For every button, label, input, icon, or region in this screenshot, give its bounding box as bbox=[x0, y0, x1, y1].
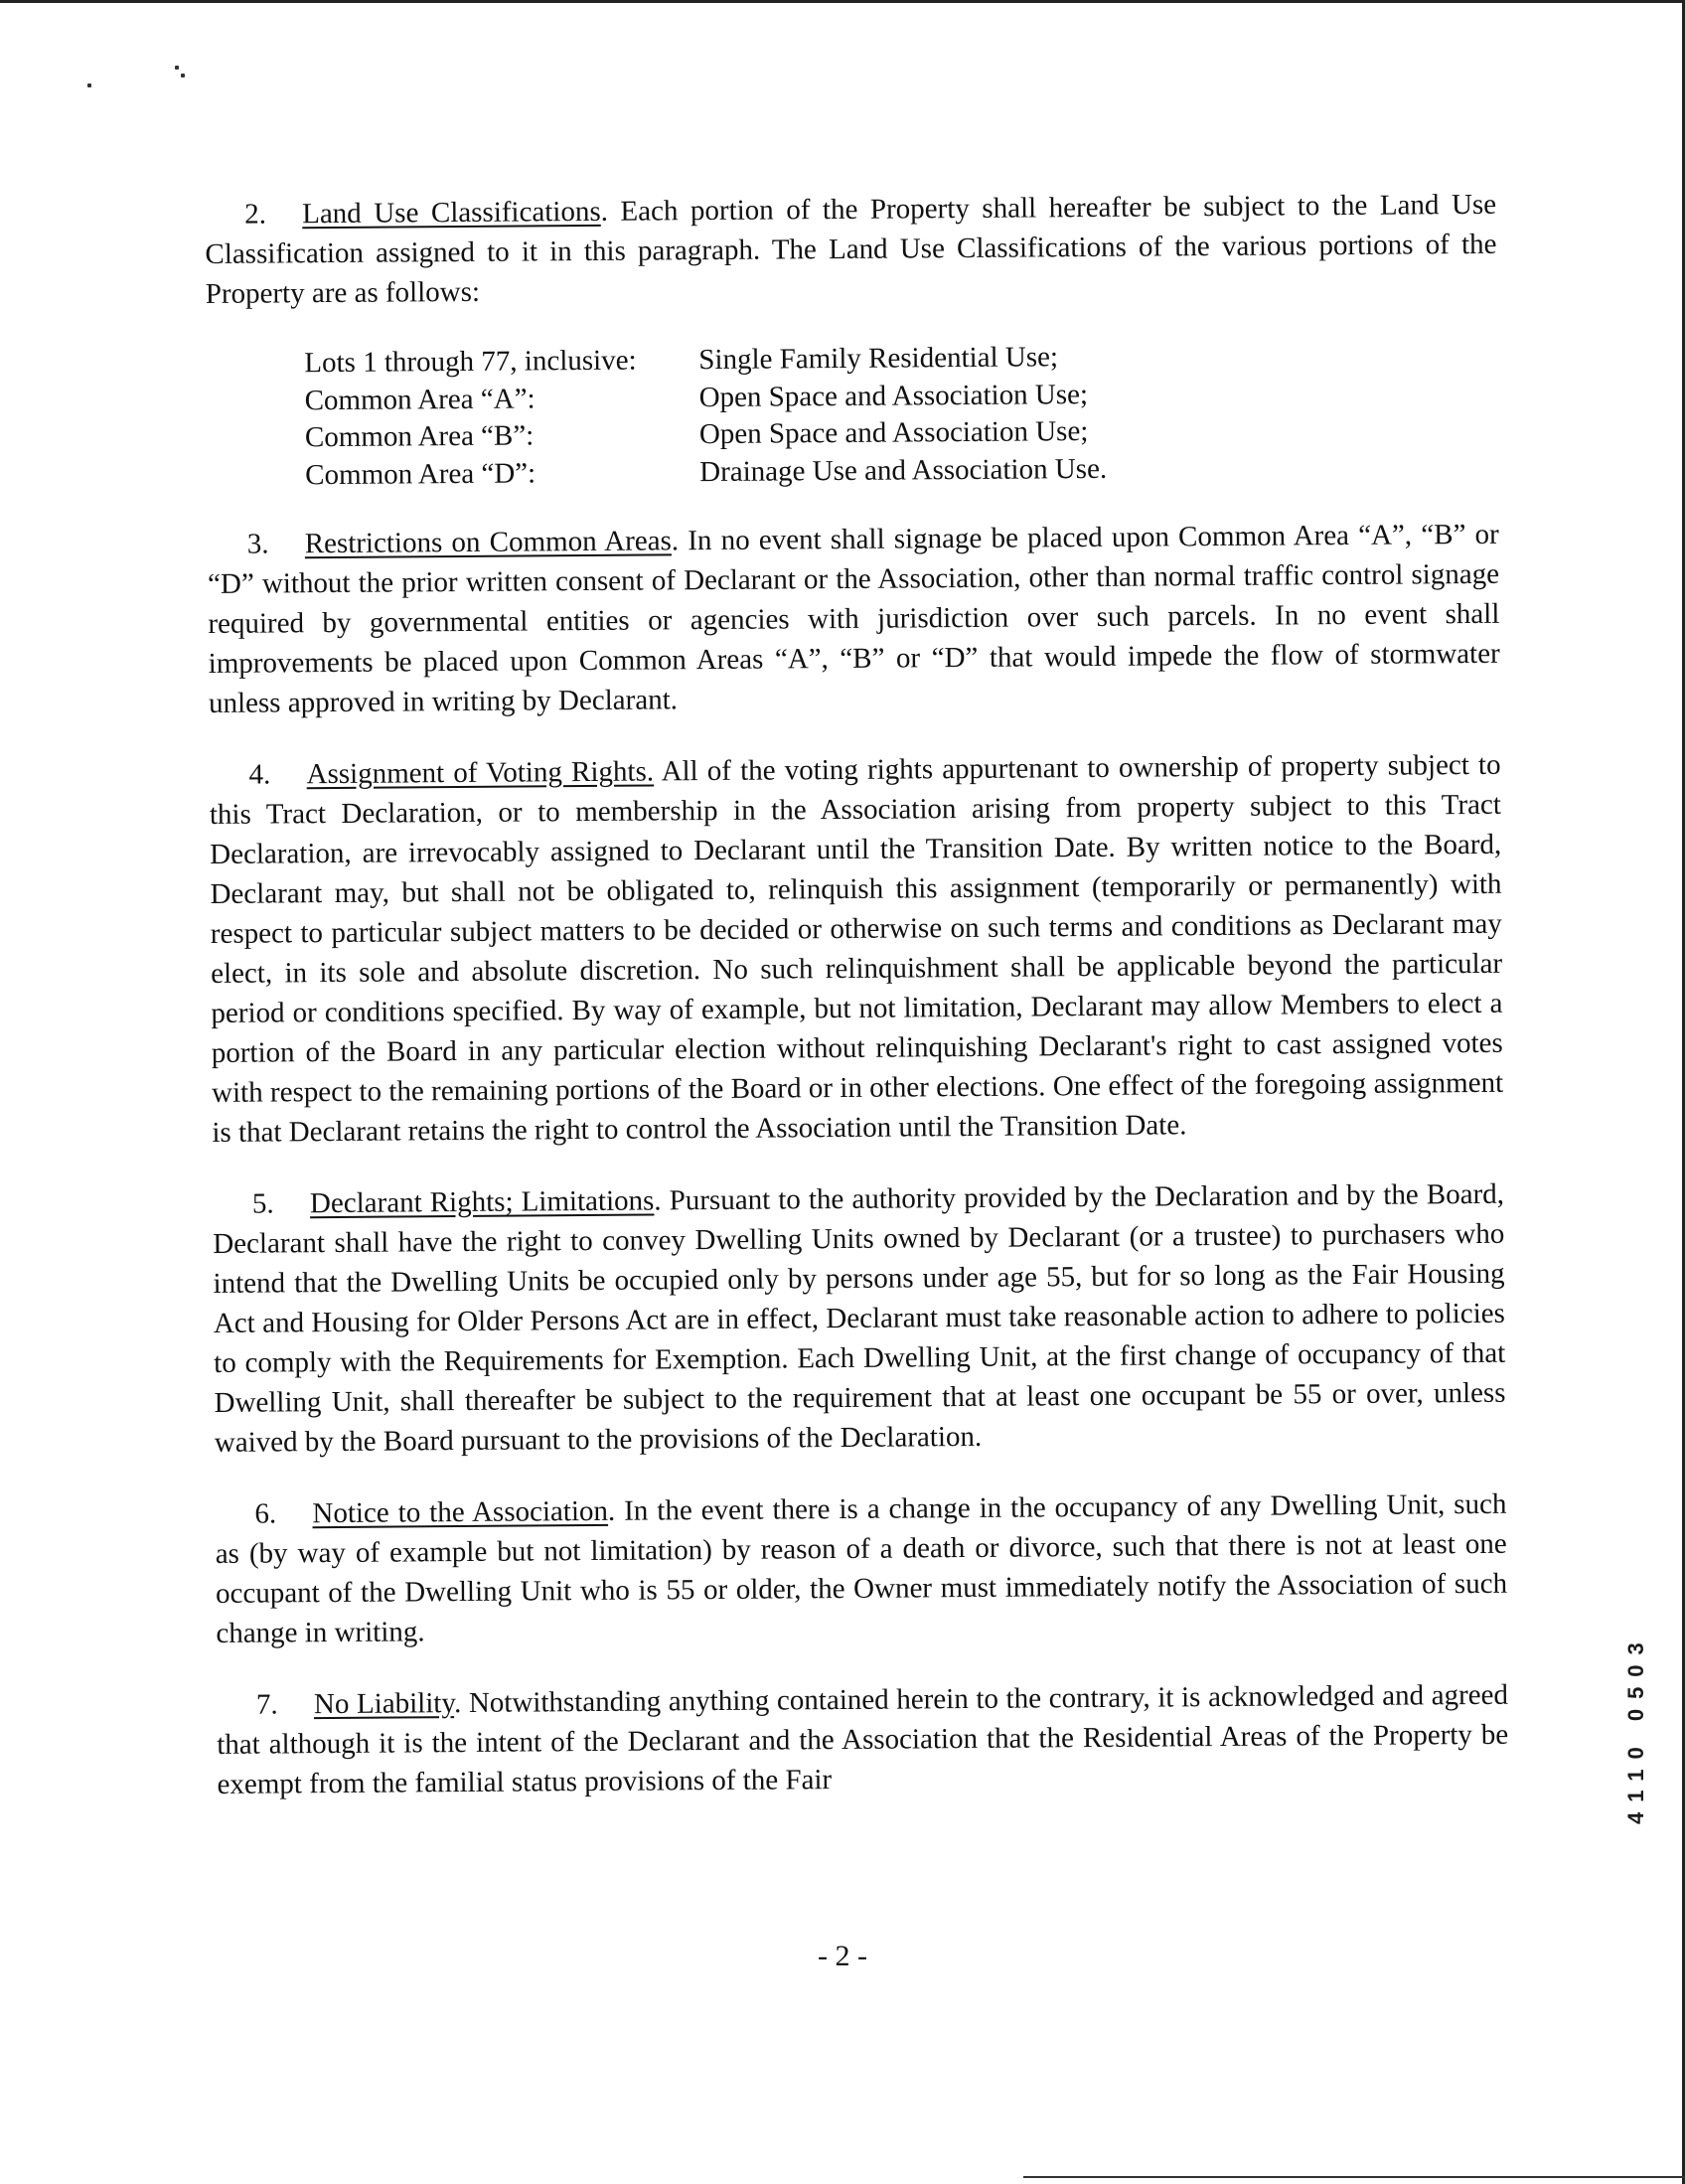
classification-use: Open Space and Association Use; bbox=[698, 378, 1089, 413]
paragraph-7 bbox=[217, 1675, 1509, 1804]
paragraph-number: 3. bbox=[246, 528, 269, 560]
classification-label: Common Area “B”: bbox=[304, 419, 535, 454]
scan-speck bbox=[175, 66, 179, 70]
paragraph-number: 4. bbox=[248, 758, 271, 791]
classification-label: Common Area “D”: bbox=[305, 456, 536, 491]
paragraph-heading: Assignment of Voting Rights. bbox=[306, 755, 655, 791]
page-number: - 2 - bbox=[818, 1940, 867, 1972]
paragraph-text: . Pursuant to the authority provided by the Declaration and by the Board, Declarant shall have the right to convey Dwelling Units owned by Declarant (or a trustee) to purchasers who intend that the Dwelling Units be occupied only by persons under age 55, but for so long as the Fair Housing Act and Housing for Older Persons Act are in effect, Declarant must take reasonable action to adhere to policies to comply with the Requirements for Exemption. Each Dwelling Unit, at the first change of occupancy of that Dwelling Unit, shall thereafter be subject to the requirement that at least one occupant be 55 or over, unless waived by the Board pursuant to the provisions of the Declaration. bbox=[213, 1177, 1506, 1459]
classification-label: Lots 1 through 77, inclusive: bbox=[304, 344, 637, 380]
scan-top-edge bbox=[0, 0, 1685, 3]
classification-row bbox=[305, 447, 1498, 494]
paragraph-heading: Notice to the Association bbox=[312, 1494, 609, 1530]
scan-speck bbox=[87, 83, 91, 87]
paragraph-3 bbox=[208, 515, 1501, 723]
paragraph-text: . Notwithstanding anything contained herein to the contrary, it is acknowledged and agreed that although it is the intent of the Declarant and the Association that the Residential Areas of the Property be exempt from the familial status provisions of the Fair bbox=[217, 1678, 1509, 1800]
paragraph-5 bbox=[213, 1174, 1506, 1463]
classification-use: Open Space and Association Use; bbox=[698, 415, 1089, 451]
paragraph-heading: No Liability bbox=[313, 1687, 455, 1721]
document-body bbox=[205, 185, 1509, 1836]
paragraph-heading: Declarant Rights; Limitations bbox=[309, 1184, 655, 1220]
classification-label: Common Area “A”: bbox=[304, 382, 536, 416]
scan-bottom-edge bbox=[1023, 2176, 1685, 2178]
classification-use: Single Family Residential Use; bbox=[698, 341, 1059, 377]
classification-use: Drainage Use and Association Use. bbox=[699, 452, 1108, 488]
paragraph-4 bbox=[209, 745, 1503, 1153]
paragraph-text: . Each portion of the Property shall hereafter be subject to the Land Use Classification assigned to it in this paragraph. The Land Use Classifications of the various portions of the Property are as follows: bbox=[205, 188, 1497, 310]
paragraph-text: . In no event shall signage be placed upon Common Area “A”, “B” or “D” without the prior written consent of Declarant or the Association, other than normal traffic control signage required by governmental entities or agencies with jurisdiction over such parcels. In no event shall improvements be placed upon Common Areas “A”, “B” or “D” that would impede the flow of stormwater unless approved in writing by Declarant. bbox=[207, 518, 1500, 719]
paragraph-number: 6. bbox=[254, 1497, 277, 1530]
recording-stamp: 4110 0503 bbox=[1623, 1633, 1648, 1825]
paragraph-text: . In the event there is a change in the occupancy of any Dwelling Unit, such as (by way of example but not limitation) by reason of a death or divorce, such that there is not at least one occupant of the Dwelling Unit who is 55 or older, the Owner must immediately notify the Association of such change in writing. bbox=[215, 1487, 1508, 1649]
scan-speck bbox=[181, 74, 185, 78]
paragraph-heading: Restrictions on Common Areas bbox=[304, 525, 672, 560]
paragraph-text: All of the voting rights appurtenant to ownership of property subject to this Tract Declaration, or to membership in the Association arising from property subject to this Tract Declaration, are irrevocably assigned to Declarant until the Transition Date. By written notice to the Board, Declarant may, but shall not be obligated to, relinquish this assignment (temporarily or permanently) with respect to particular subject matters to be decided or otherwise on such terms and conditions as Declarant may elect, in its sole and absolute discretion. No such relinquishment shall be applicable beyond the particular period or conditions specified. By way of example, but not limitation, Declarant may allow Members to elect a portion of the Board in any particular election without relinquishing Declarant's right to cast assigned votes with respect to the remaining portions of the Board or in other elections. One effect of the foregoing assignment is that Declarant retains the right to control the Association until the Transition Date. bbox=[209, 748, 1504, 1149]
paragraph-number: 5. bbox=[251, 1187, 274, 1220]
land-use-classification-list bbox=[304, 336, 1498, 494]
paragraph-number: 7. bbox=[255, 1688, 278, 1721]
paragraph-heading: Land Use Classifications bbox=[302, 195, 601, 231]
paragraph-2 bbox=[205, 185, 1497, 314]
paragraph-6 bbox=[215, 1484, 1507, 1653]
paragraph-number: 2. bbox=[244, 198, 267, 231]
